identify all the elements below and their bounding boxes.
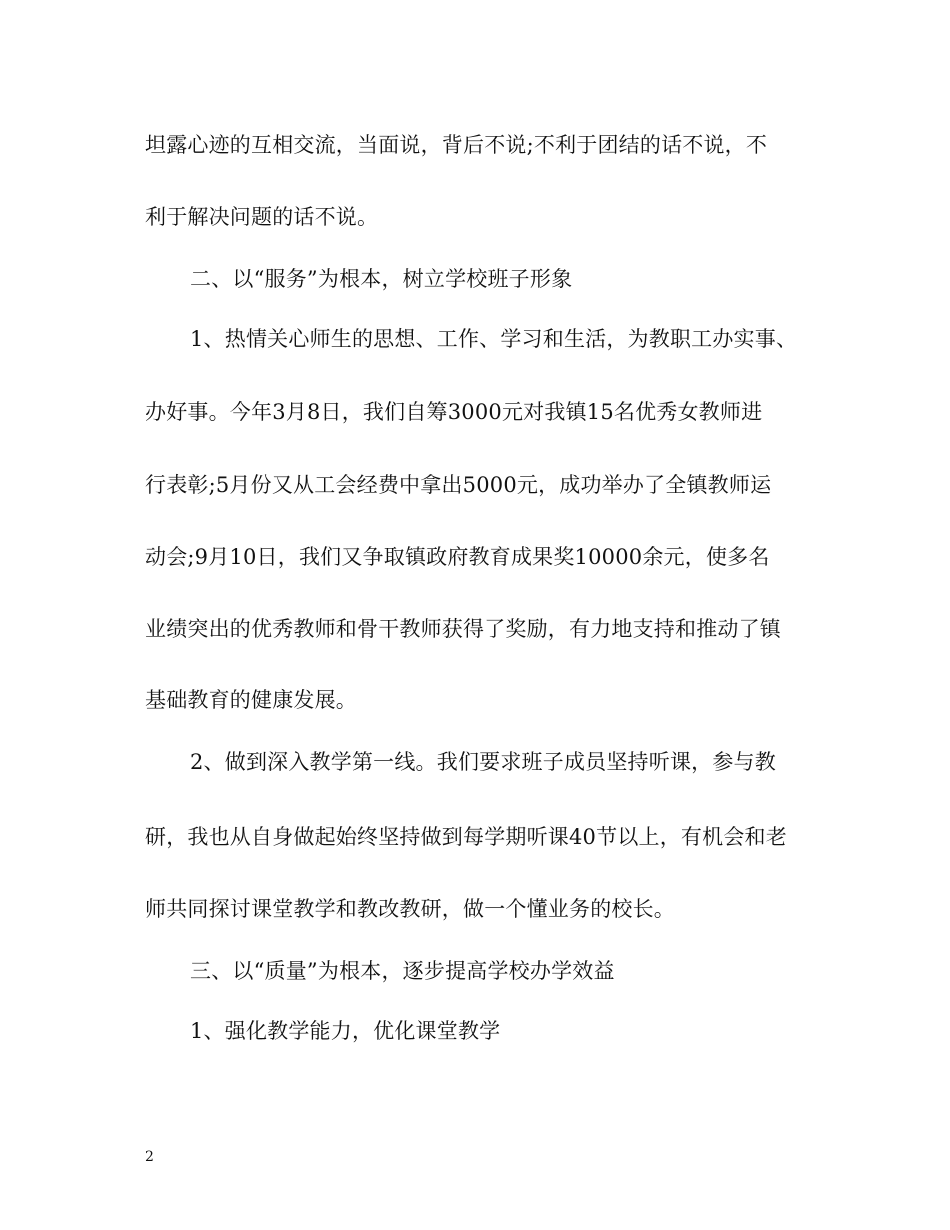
- section-heading: 三、以“质量”为根本，逐步提高学校办学效益: [190, 959, 615, 983]
- paragraph-line: 动会;9月10日，我们又争取镇政府教育成果奖10000余元，使多名: [145, 545, 770, 569]
- paragraph-line: 2、做到深入教学第一线。我们要求班子成员坚持听课，参与教: [190, 750, 776, 774]
- subsection-heading: 1、强化教学能力，优化课堂教学: [190, 1019, 501, 1043]
- section-heading: 二、以“服务”为根本，树立学校班子形象: [190, 267, 573, 291]
- paragraph-line: 基础教育的健康发展。: [145, 688, 357, 712]
- paragraph-line: 师共同探讨课堂教学和教改教研，做一个懂业务的校长。: [145, 897, 675, 921]
- paragraph-line: 研，我也从自身做起始终坚持做到每学期听课40节以上，有机会和老: [145, 825, 787, 849]
- paragraph-line: 利于解决问题的话不说。: [145, 205, 379, 229]
- paragraph-line: 坦露心迹的互相交流，当面说，背后不说;不利于团结的话不说，不: [145, 133, 768, 157]
- page-number: 2: [145, 1149, 154, 1165]
- paragraph-line: 1、热情关心师生的思想、工作、学习和生活，为教职工办实事、: [190, 327, 798, 351]
- paragraph-line: 业绩突出的优秀教师和骨干教师获得了奖励，有力地支持和推动了镇: [145, 617, 781, 641]
- paragraph-line: 办好事。今年3月8日，我们自筹3000元对我镇15名优秀女教师进: [145, 400, 763, 424]
- paragraph-line: 行表彰;5月份又从工会经费中拿出5000元，成功举办了全镇教师运: [145, 473, 772, 497]
